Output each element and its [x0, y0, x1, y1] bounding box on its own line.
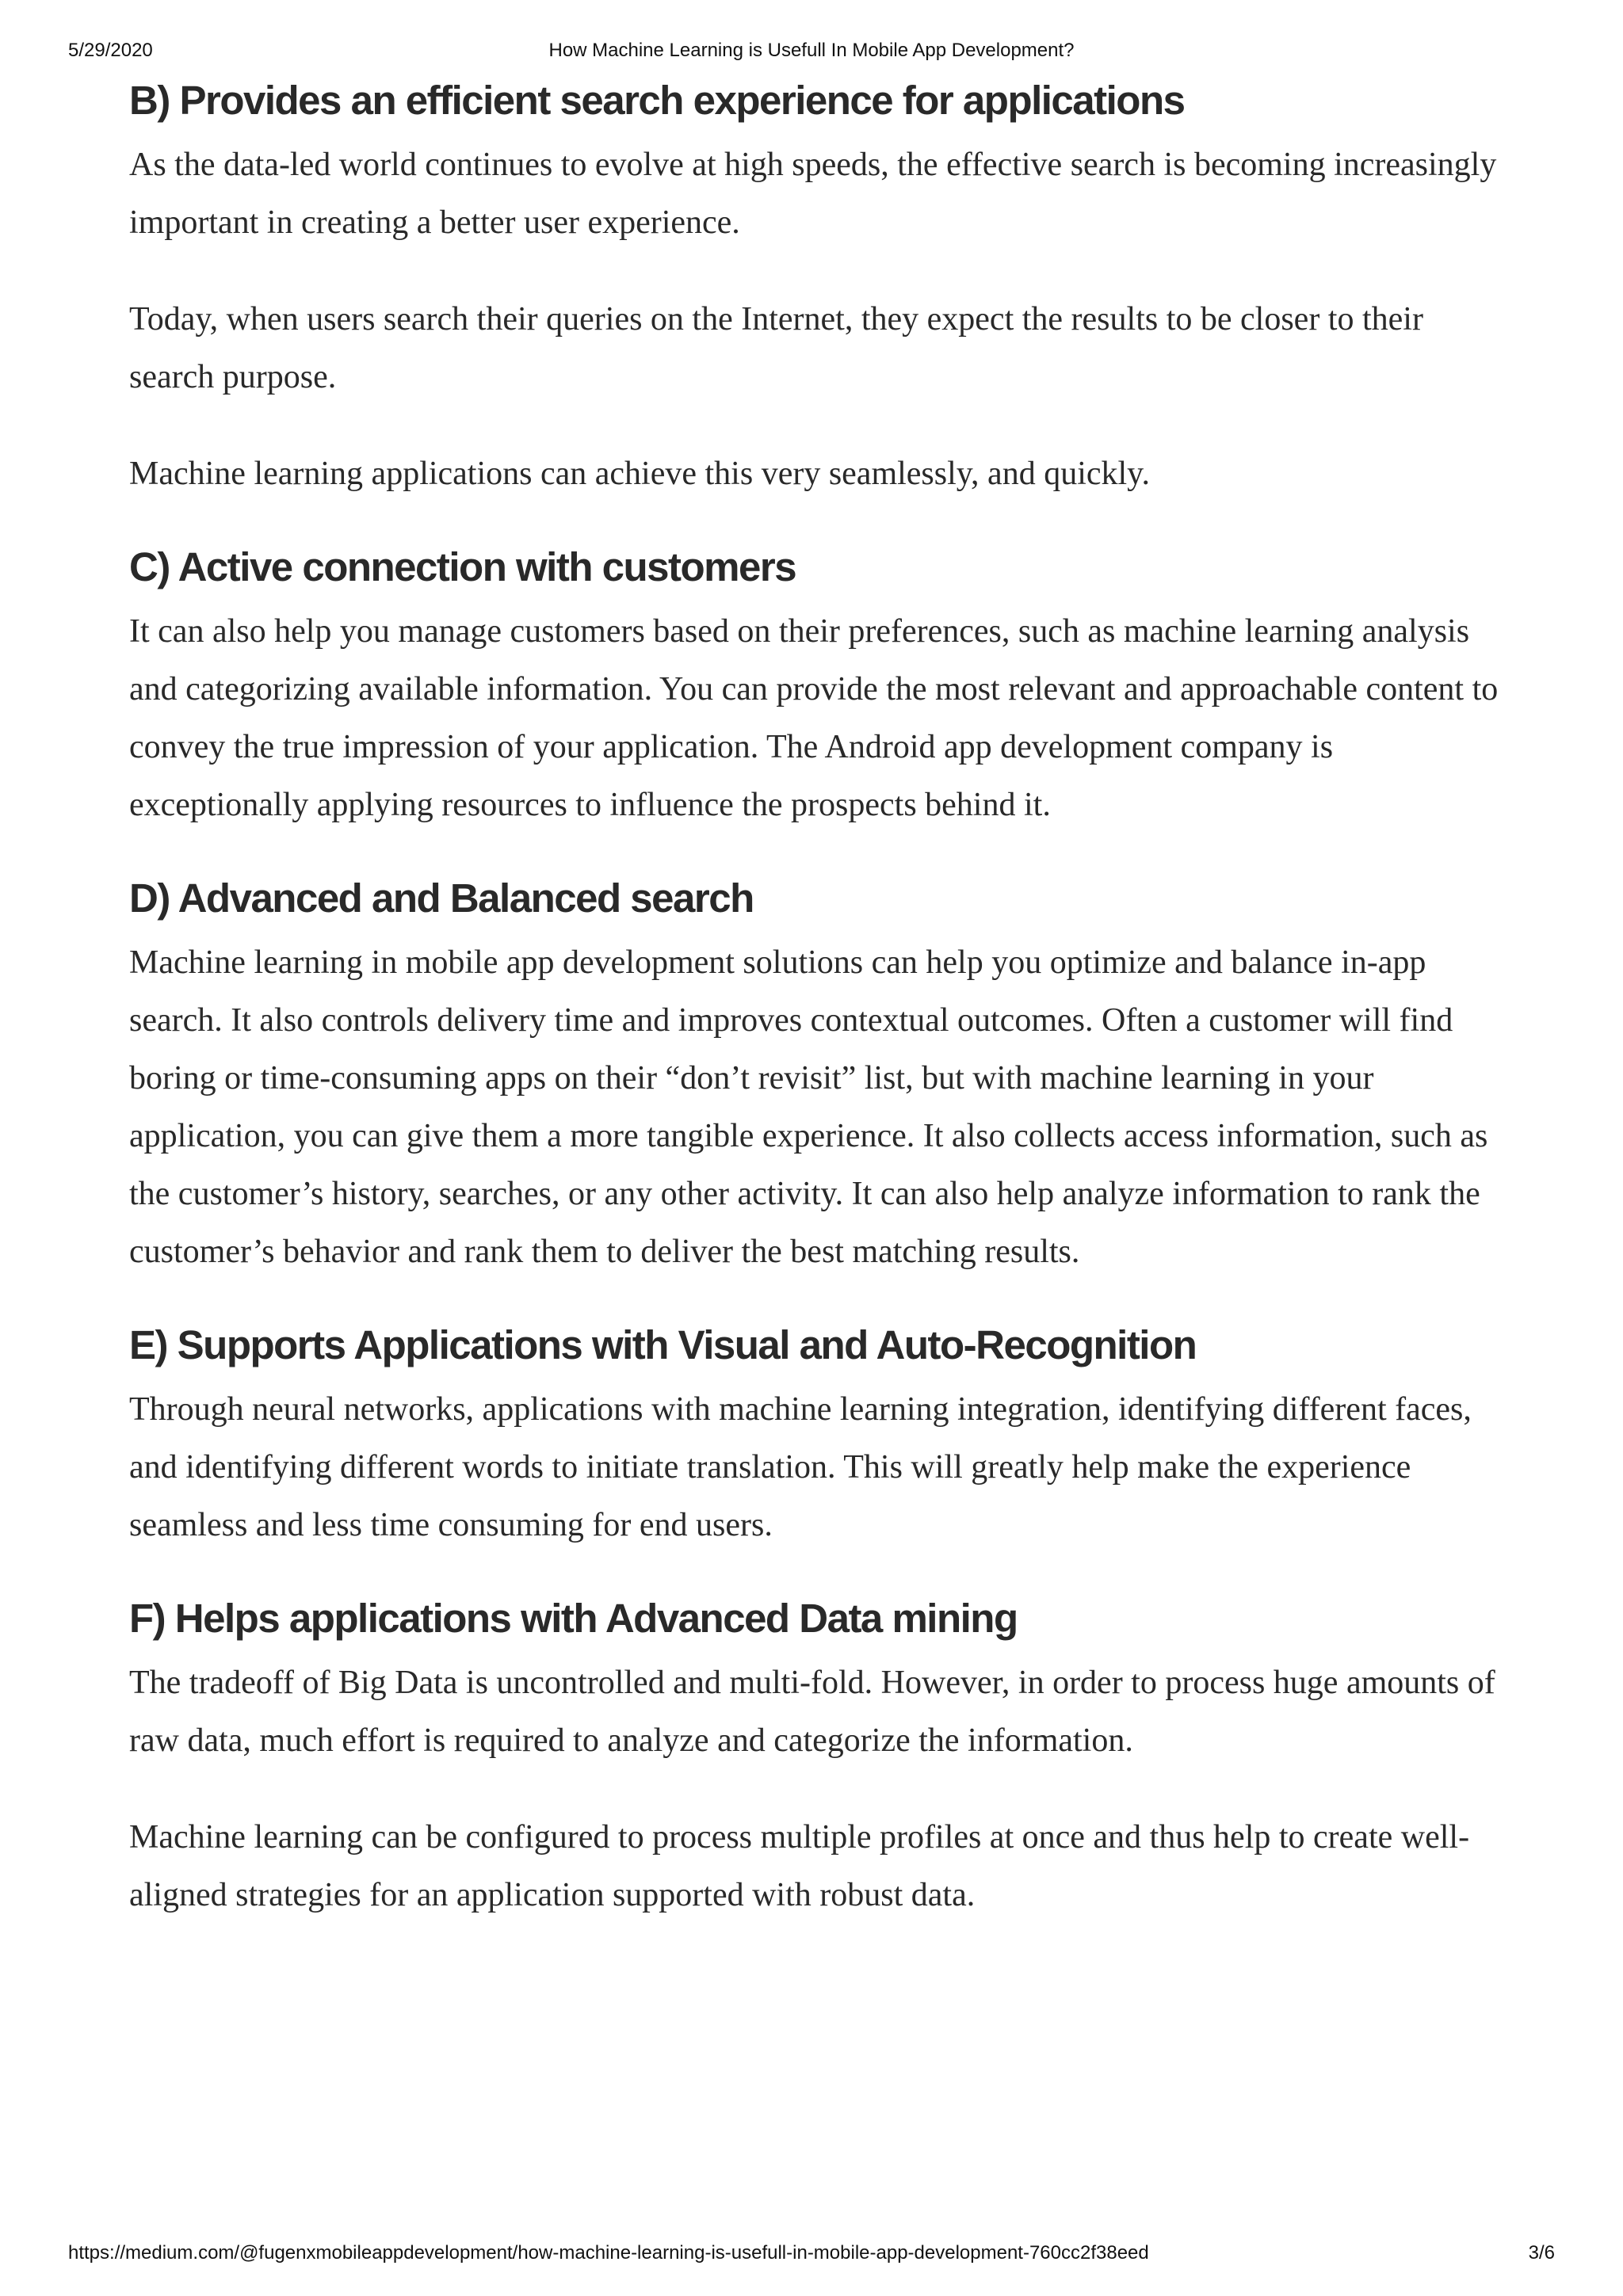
section-heading-b: B) Provides an efficient search experience for applications: [129, 78, 1185, 123]
section-b-paragraph-2: Today, when users search their queries on the Internet, they expect the results to be closer to their search purpose.: [129, 301, 1423, 395]
page-number: 3/6: [1528, 2242, 1555, 2264]
article-body: [129, 73, 1500, 1924]
print-date: 5/29/2020: [68, 40, 153, 61]
section-b-paragraph-3: Machine learning applications can achieve this very seamlessly, and quickly.: [129, 456, 1150, 492]
section-b-paragraph-1: As the data-led world continues to evolve at high speeds, the effective search is becoming increasingly important in creating a better user experience.: [129, 147, 1497, 241]
section-heading-e: E) Supports Applications with Visual and Auto-Recognition: [129, 1322, 1197, 1367]
section-heading-c: C) Active connection with customers: [129, 544, 796, 589]
print-header: [68, 40, 1555, 68]
section-heading-d: D) Advanced and Balanced search: [129, 875, 754, 921]
section-d-paragraph-1: Machine learning in mobile app development solutions can help you optimize and balance in-app search. It also controls delivery time and improves contextual outcomes. Often a customer will find boring or time-consuming apps on their “don’t revisit” list, but with machine learning in your application, you can give them a more tangible experience. It also collects access information, such as the customer’s history, searches, or any other activity. It can also help analyze information to rank the customer’s behavior and rank them to deliver the best matching results.: [129, 944, 1488, 1270]
section-f-paragraph-2: Machine learning can be configured to process multiple profiles at once and thus help to create well-aligned strategies for an application supported with robust data.: [129, 1819, 1470, 1913]
source-url: https://medium.com/@fugenxmobileappdevelopment/how-machine-learning-is-usefull-in-mobile-app-development-760cc2f38eed: [68, 2242, 1149, 2264]
print-page-title: How Machine Learning is Usefull In Mobile App Development?: [548, 40, 1075, 61]
section-c-paragraph-1: It can also help you manage customers based on their preferences, such as machine learning analysis and categorizing available information. You can provide the most relevant and approachable content to convey the true impression of your application. The Android app development company is exceptionally applying resources to influence the prospects behind it.: [129, 613, 1499, 823]
section-e-paragraph-1: Through neural networks, applications with machine learning integration, identifying different faces, and identifying different words to initiate translation. This will greatly help make the experience seamless and less time consuming for end users.: [129, 1391, 1472, 1543]
section-f-paragraph-1: The tradeoff of Big Data is uncontrolled and multi-fold. However, in order to process huge amounts of raw data, much effort is required to analyze and categorize the information.: [129, 1665, 1495, 1759]
section-heading-f: F) Helps applications with Advanced Data mining: [129, 1596, 1018, 1641]
print-footer: [68, 2242, 1555, 2271]
